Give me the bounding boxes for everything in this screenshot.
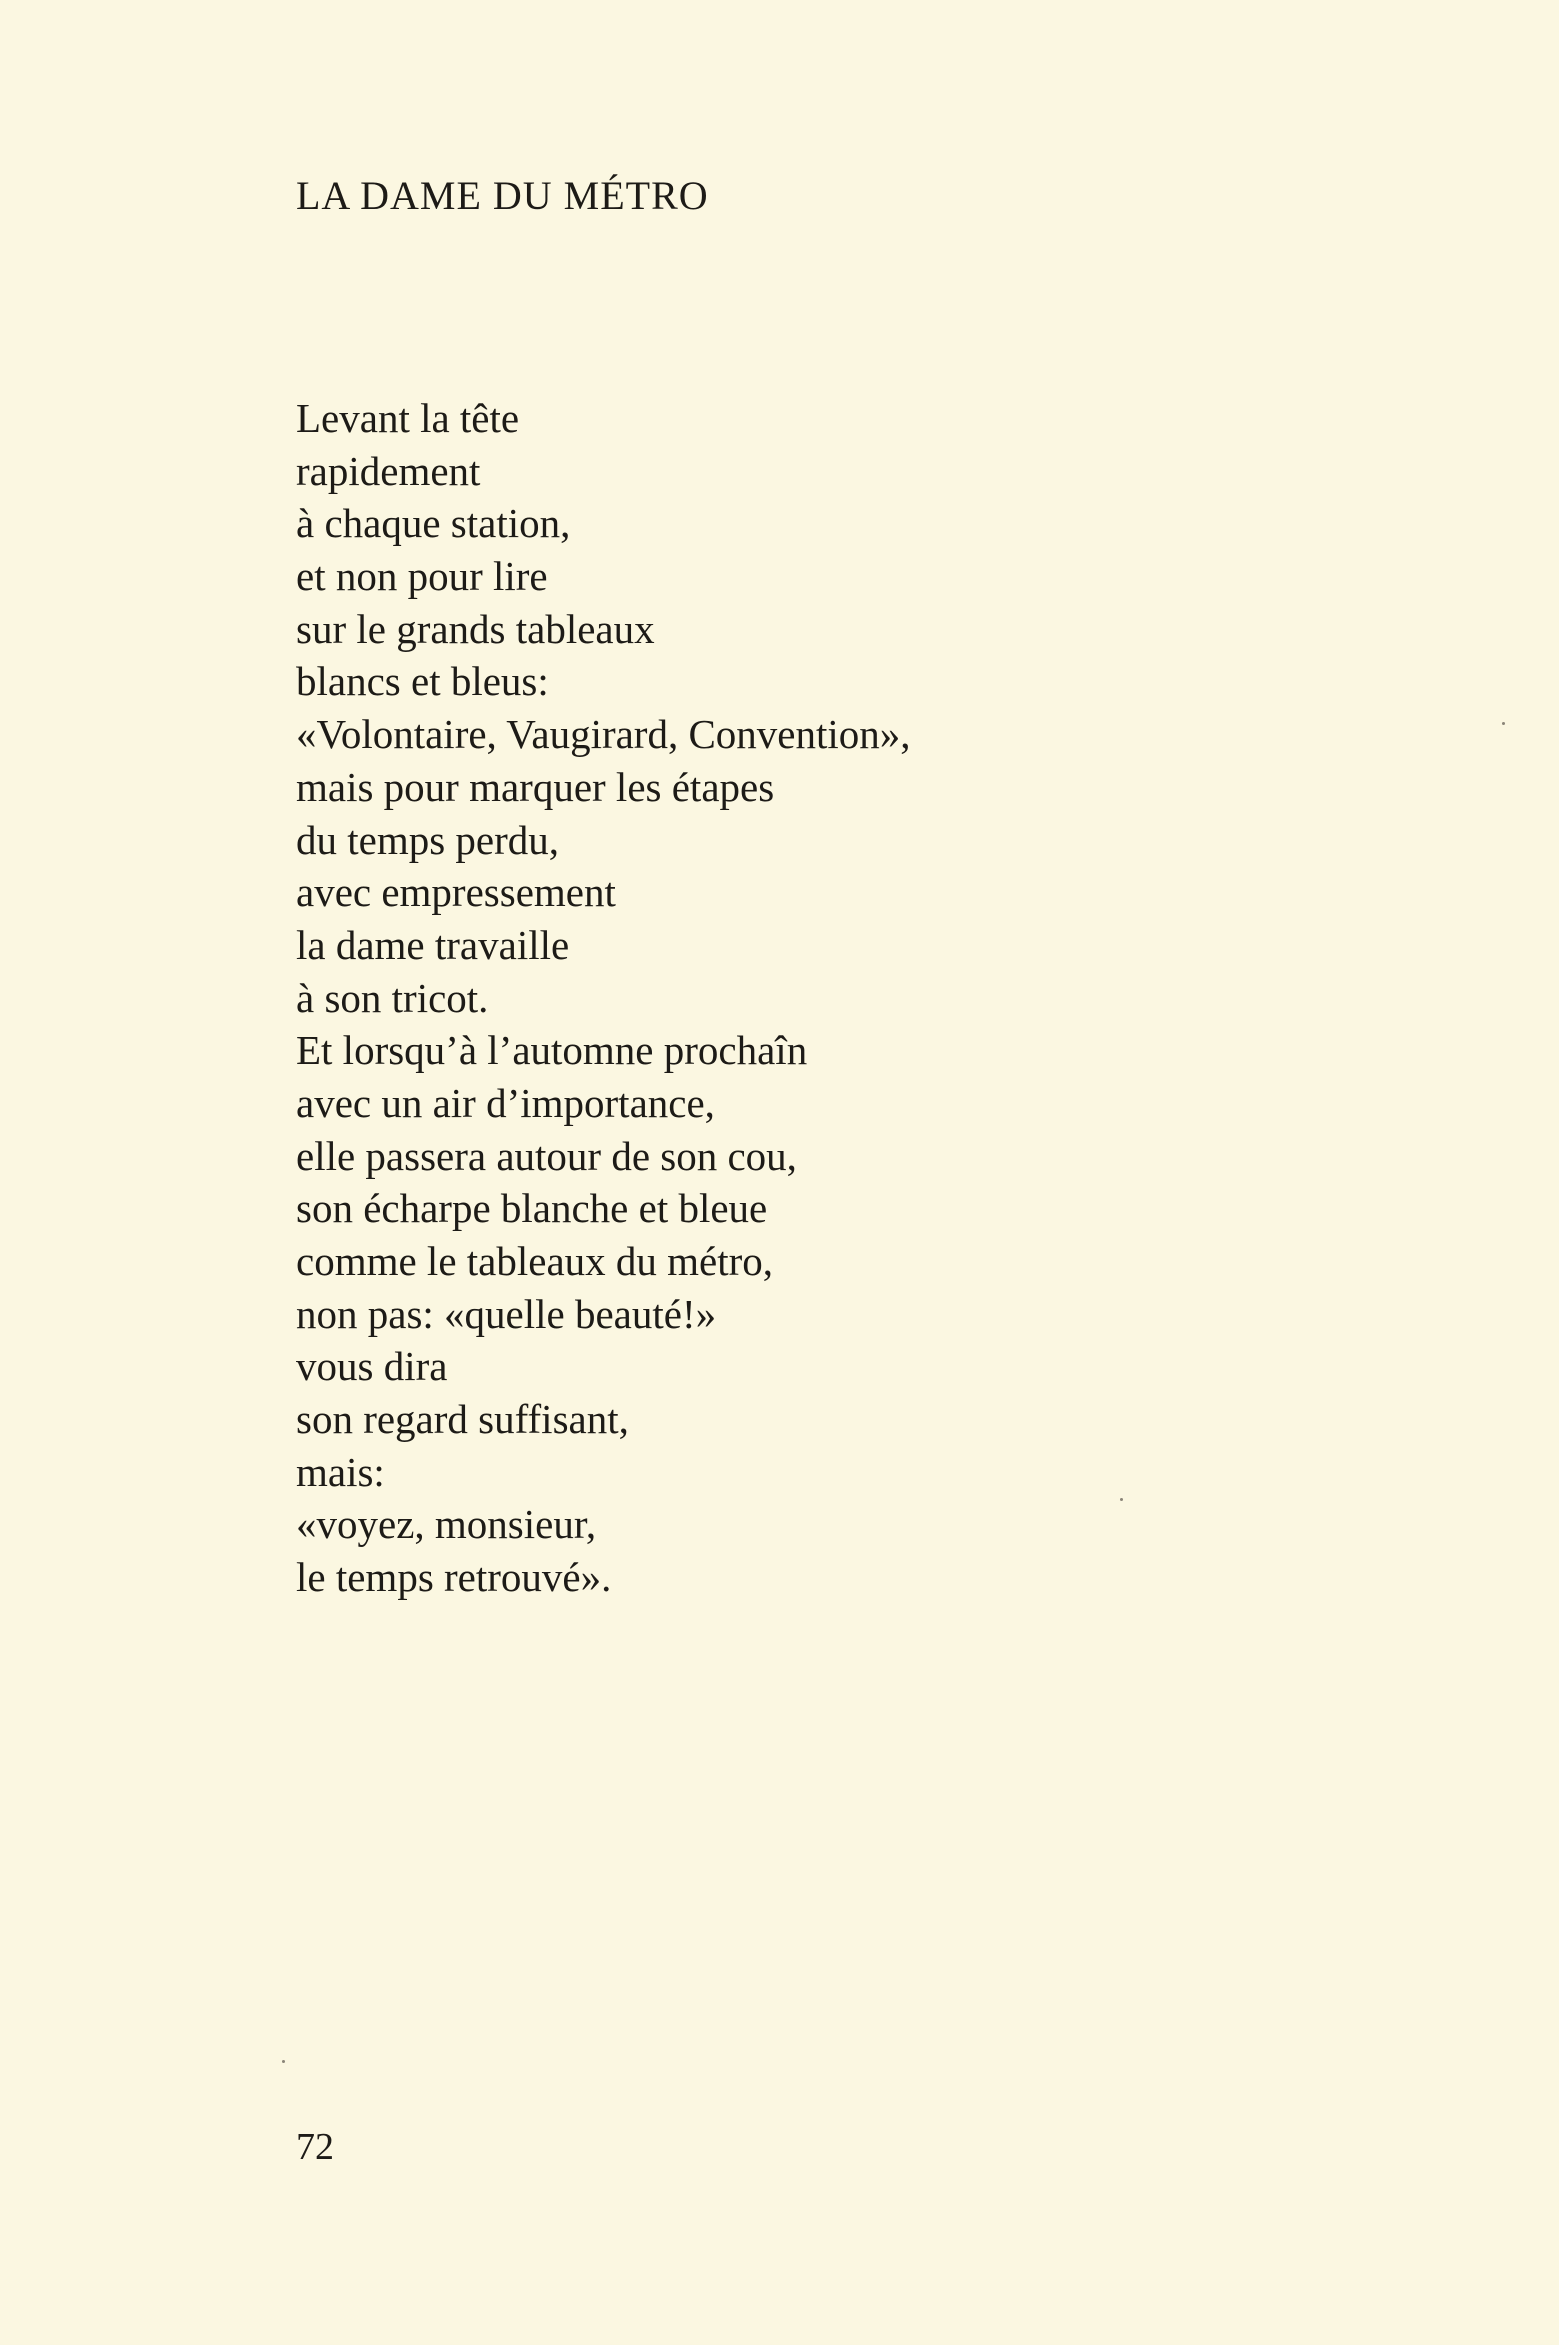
poem-line: comme le tableaux du métro, bbox=[296, 1238, 774, 1284]
paper-speck bbox=[1120, 1498, 1123, 1501]
poem-line: mais: bbox=[296, 1448, 385, 1495]
poem-body bbox=[296, 392, 911, 1604]
poem-line: vous dira bbox=[296, 1343, 448, 1390]
poem-line: avec un air d’importance, bbox=[296, 1079, 715, 1126]
poem-line: blancs et bleus: bbox=[296, 658, 549, 705]
poem-line: la dame travaille bbox=[296, 921, 570, 968]
poem-line: à son tricot. bbox=[296, 974, 489, 1021]
paper-speck bbox=[282, 2060, 285, 2063]
page-number: 72 bbox=[296, 2126, 334, 2168]
poem-line: et non pour lire bbox=[296, 553, 548, 600]
poem-line: sur le grands tableaux bbox=[296, 605, 655, 652]
poem-line: mais pour marquer les étapes bbox=[296, 763, 775, 810]
poem-line: elle passera autour de son cou, bbox=[296, 1132, 797, 1179]
poem-line: le temps retrouvé». bbox=[296, 1554, 612, 1601]
poem-line: non pas: «quelle beauté!» bbox=[296, 1290, 717, 1337]
poem-line: à chaque station, bbox=[296, 500, 571, 547]
paper-speck bbox=[1502, 722, 1505, 725]
poem-line: rapidement bbox=[296, 447, 481, 494]
poem-line: avec empressement bbox=[296, 869, 616, 916]
poem-line: Et lorsqu’à l’automne prochaîn bbox=[296, 1027, 808, 1074]
poem-line: «Volontaire, Vaugirard, Convention», bbox=[296, 711, 911, 758]
poem-line: son écharpe blanche et bleue bbox=[296, 1185, 768, 1232]
poem-line: «voyez, monsieur, bbox=[296, 1501, 597, 1548]
poem-title: LA DAME DU MÉTRO bbox=[296, 173, 709, 218]
poem-line: du temps perdu, bbox=[296, 816, 560, 863]
poem-line: son regard suffisant, bbox=[296, 1396, 629, 1443]
poem-line: Levant la tête bbox=[296, 395, 520, 441]
